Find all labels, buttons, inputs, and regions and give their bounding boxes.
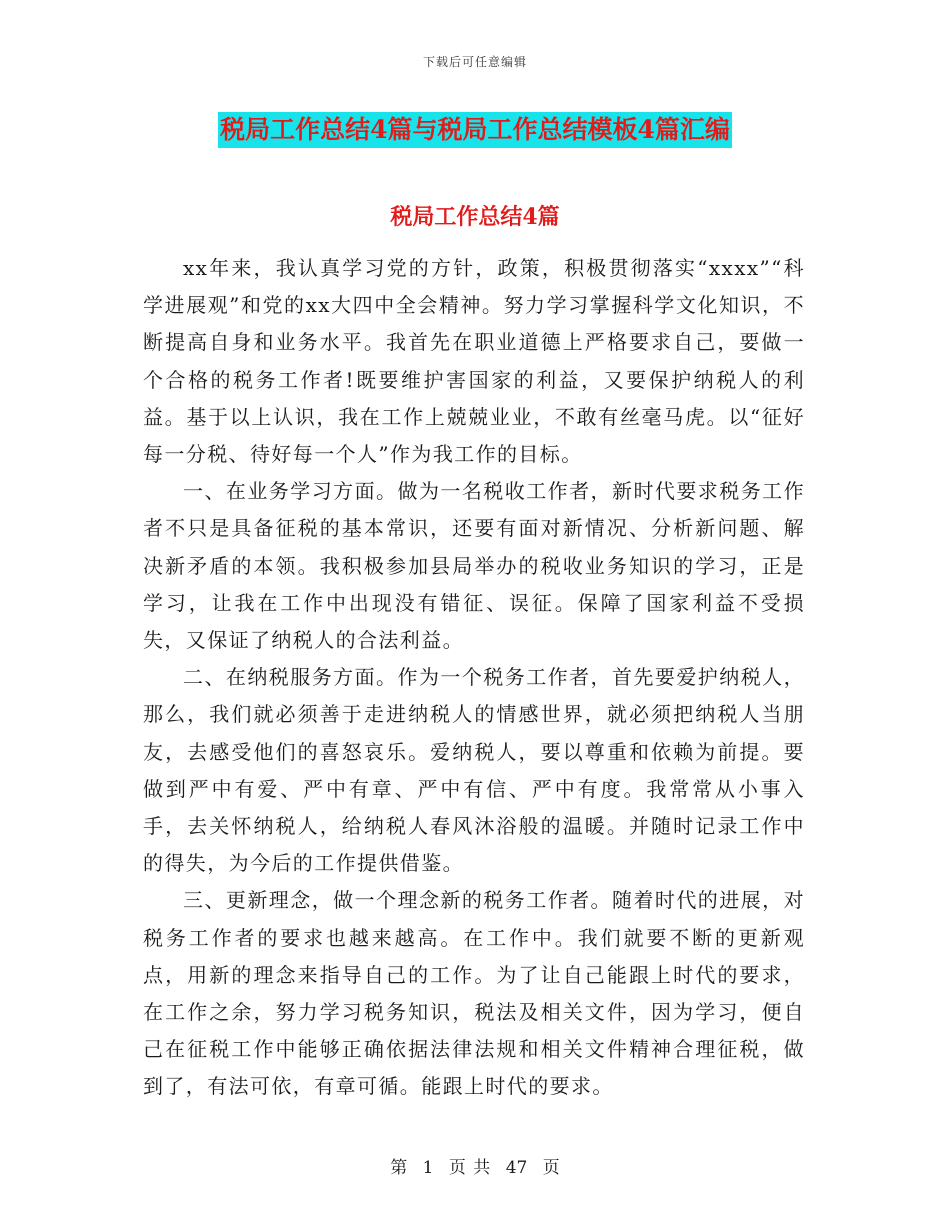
paragraph-concept: 三、更新理念，做一个理念新的税务工作者。随着时代的进展，对税务工作者的要求也越来越高。在工作中。我们就要不断的更新观点，用新的理念来指导自己的工作。为了让自己能跟上时代的要求，在工作之余，努力学习税务知识，税法及相关文件，因为学习，便自己在征税工作中能够正确依据法律法规和相关文件精神合理征税，做到了，有法可依，有章可循。能跟上时代的要求。	[143, 888, 805, 1099]
section-title: 税局工作总结4篇	[390, 204, 560, 230]
paragraph-intro: xx年来，我认真学习党的方针，政策，积极贯彻落实“xxxx”“科学进展观”和党的xx大四中全会精神。努力学习掌握科学文化知识，不断提高自身和业务水平。我首先在职业道德上严格要求自己，要做一个合格的税务工作者!既要维护害国家的利益，又要保护纳税人的利益。基于以上认识，我在工作上兢兢业业，不敢有丝毫马虎。以“征好每一分税、待好每一个人”作为我工作的目标。	[143, 256, 805, 467]
body-text	[143, 250, 805, 1106]
page-footer	[0, 1153, 950, 1178]
footer-suffix: 页	[542, 1158, 560, 1178]
current-page-number: 1	[422, 1158, 434, 1178]
total-pages-number: 47	[505, 1158, 528, 1178]
paragraph-service: 二、在纳税服务方面。作为一个税务工作者，首先要爱护纳税人，那么，我们就必须善于走进纳税人的情感世界，就必须把纳税人当朋友，去感受他们的喜怒哀乐。爱纳税人，要以尊重和依赖为前提。要做到严中有爱、严中有章、严中有信、严中有度。我常常从小事入手，去关怀纳税人，给纳税人春风沐浴般的温暖。并随时记录工作中的得失，为今后的工作提供借鉴。	[143, 665, 805, 876]
paragraph-study: 一、在业务学习方面。做为一名税收工作者，新时代要求税务工作者不只是具备征税的基本常识，还要有面对新情况、分析新问题、解决新矛盾的本领。我积极参加县局举办的税收业务知识的学习，正是学习，让我在工作中出现没有错征、误征。保障了国家利益不受损失，又保证了纳税人的合法利益。	[143, 479, 805, 653]
footer-middle: 页 共	[448, 1158, 491, 1178]
footer-prefix: 第	[390, 1158, 408, 1178]
header-note: 下载后可任意编辑	[422, 55, 527, 69]
main-title: 税局工作总结4篇与税局工作总结模板4篇汇编	[218, 112, 732, 148]
main-title-container	[0, 112, 950, 148]
